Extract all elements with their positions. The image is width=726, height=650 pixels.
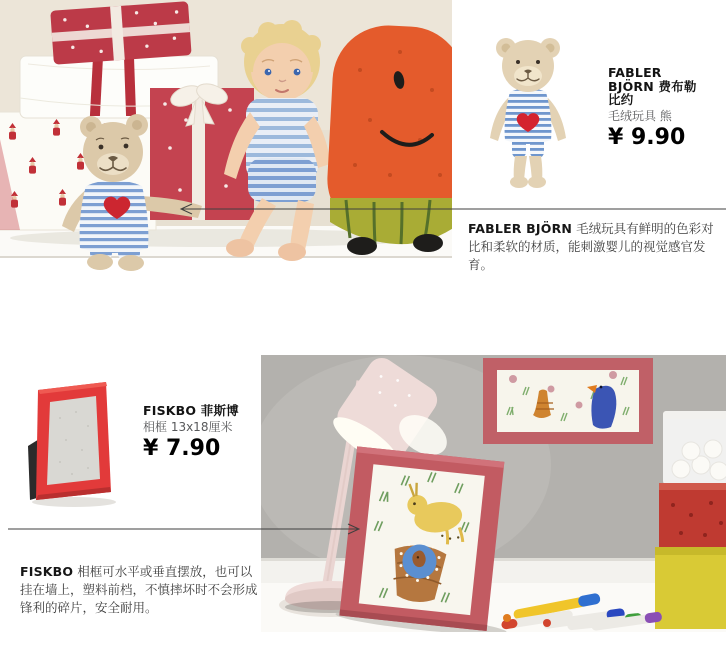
description-text: 相框可水平或垂直摆放，也可以挂在墙上，塑料前档，不慎摔坏时不会形成锋利的碎片，安全耐用。: [20, 564, 258, 615]
leader-arrow-left-icon: [0, 202, 726, 216]
product-price: ¥ 7.90: [143, 435, 221, 461]
fiskbo-product-info[interactable]: [143, 404, 273, 462]
fabler-product-info[interactable]: [608, 66, 724, 151]
description-product-name: FABLER BJÖRN: [468, 221, 573, 236]
storage-boxes: [655, 411, 726, 629]
fabler-product-thumbnail[interactable]: [472, 28, 584, 198]
product-name-line: FABLER: [608, 65, 662, 80]
fiskbo-lifestyle-photo[interactable]: [261, 355, 726, 632]
fiskbo-product-thumbnail[interactable]: [16, 374, 126, 510]
description-text: 毛绒玩具有鲜明的色彩对比和柔软的材质，能刺激婴儿的视觉感官发育。: [468, 221, 714, 272]
product-category: 相框 13x18厘米: [143, 419, 233, 434]
product-name-line: BJÖRN 费布勒: [608, 78, 697, 94]
product-name-line: FISKBO 菲斯博: [143, 403, 239, 418]
fiskbo-description: [20, 563, 262, 617]
product-name-line: 比约: [608, 92, 634, 107]
wall-frame: [483, 358, 653, 444]
leader-arrow-right-icon: [0, 522, 400, 536]
product-category: 毛绒玩具 熊: [608, 108, 672, 123]
description-product-name: FISKBO: [20, 564, 74, 579]
fabler-lifestyle-photo[interactable]: [0, 0, 452, 275]
product-price: ¥ 9.90: [608, 124, 686, 150]
fabler-description: [468, 220, 722, 274]
